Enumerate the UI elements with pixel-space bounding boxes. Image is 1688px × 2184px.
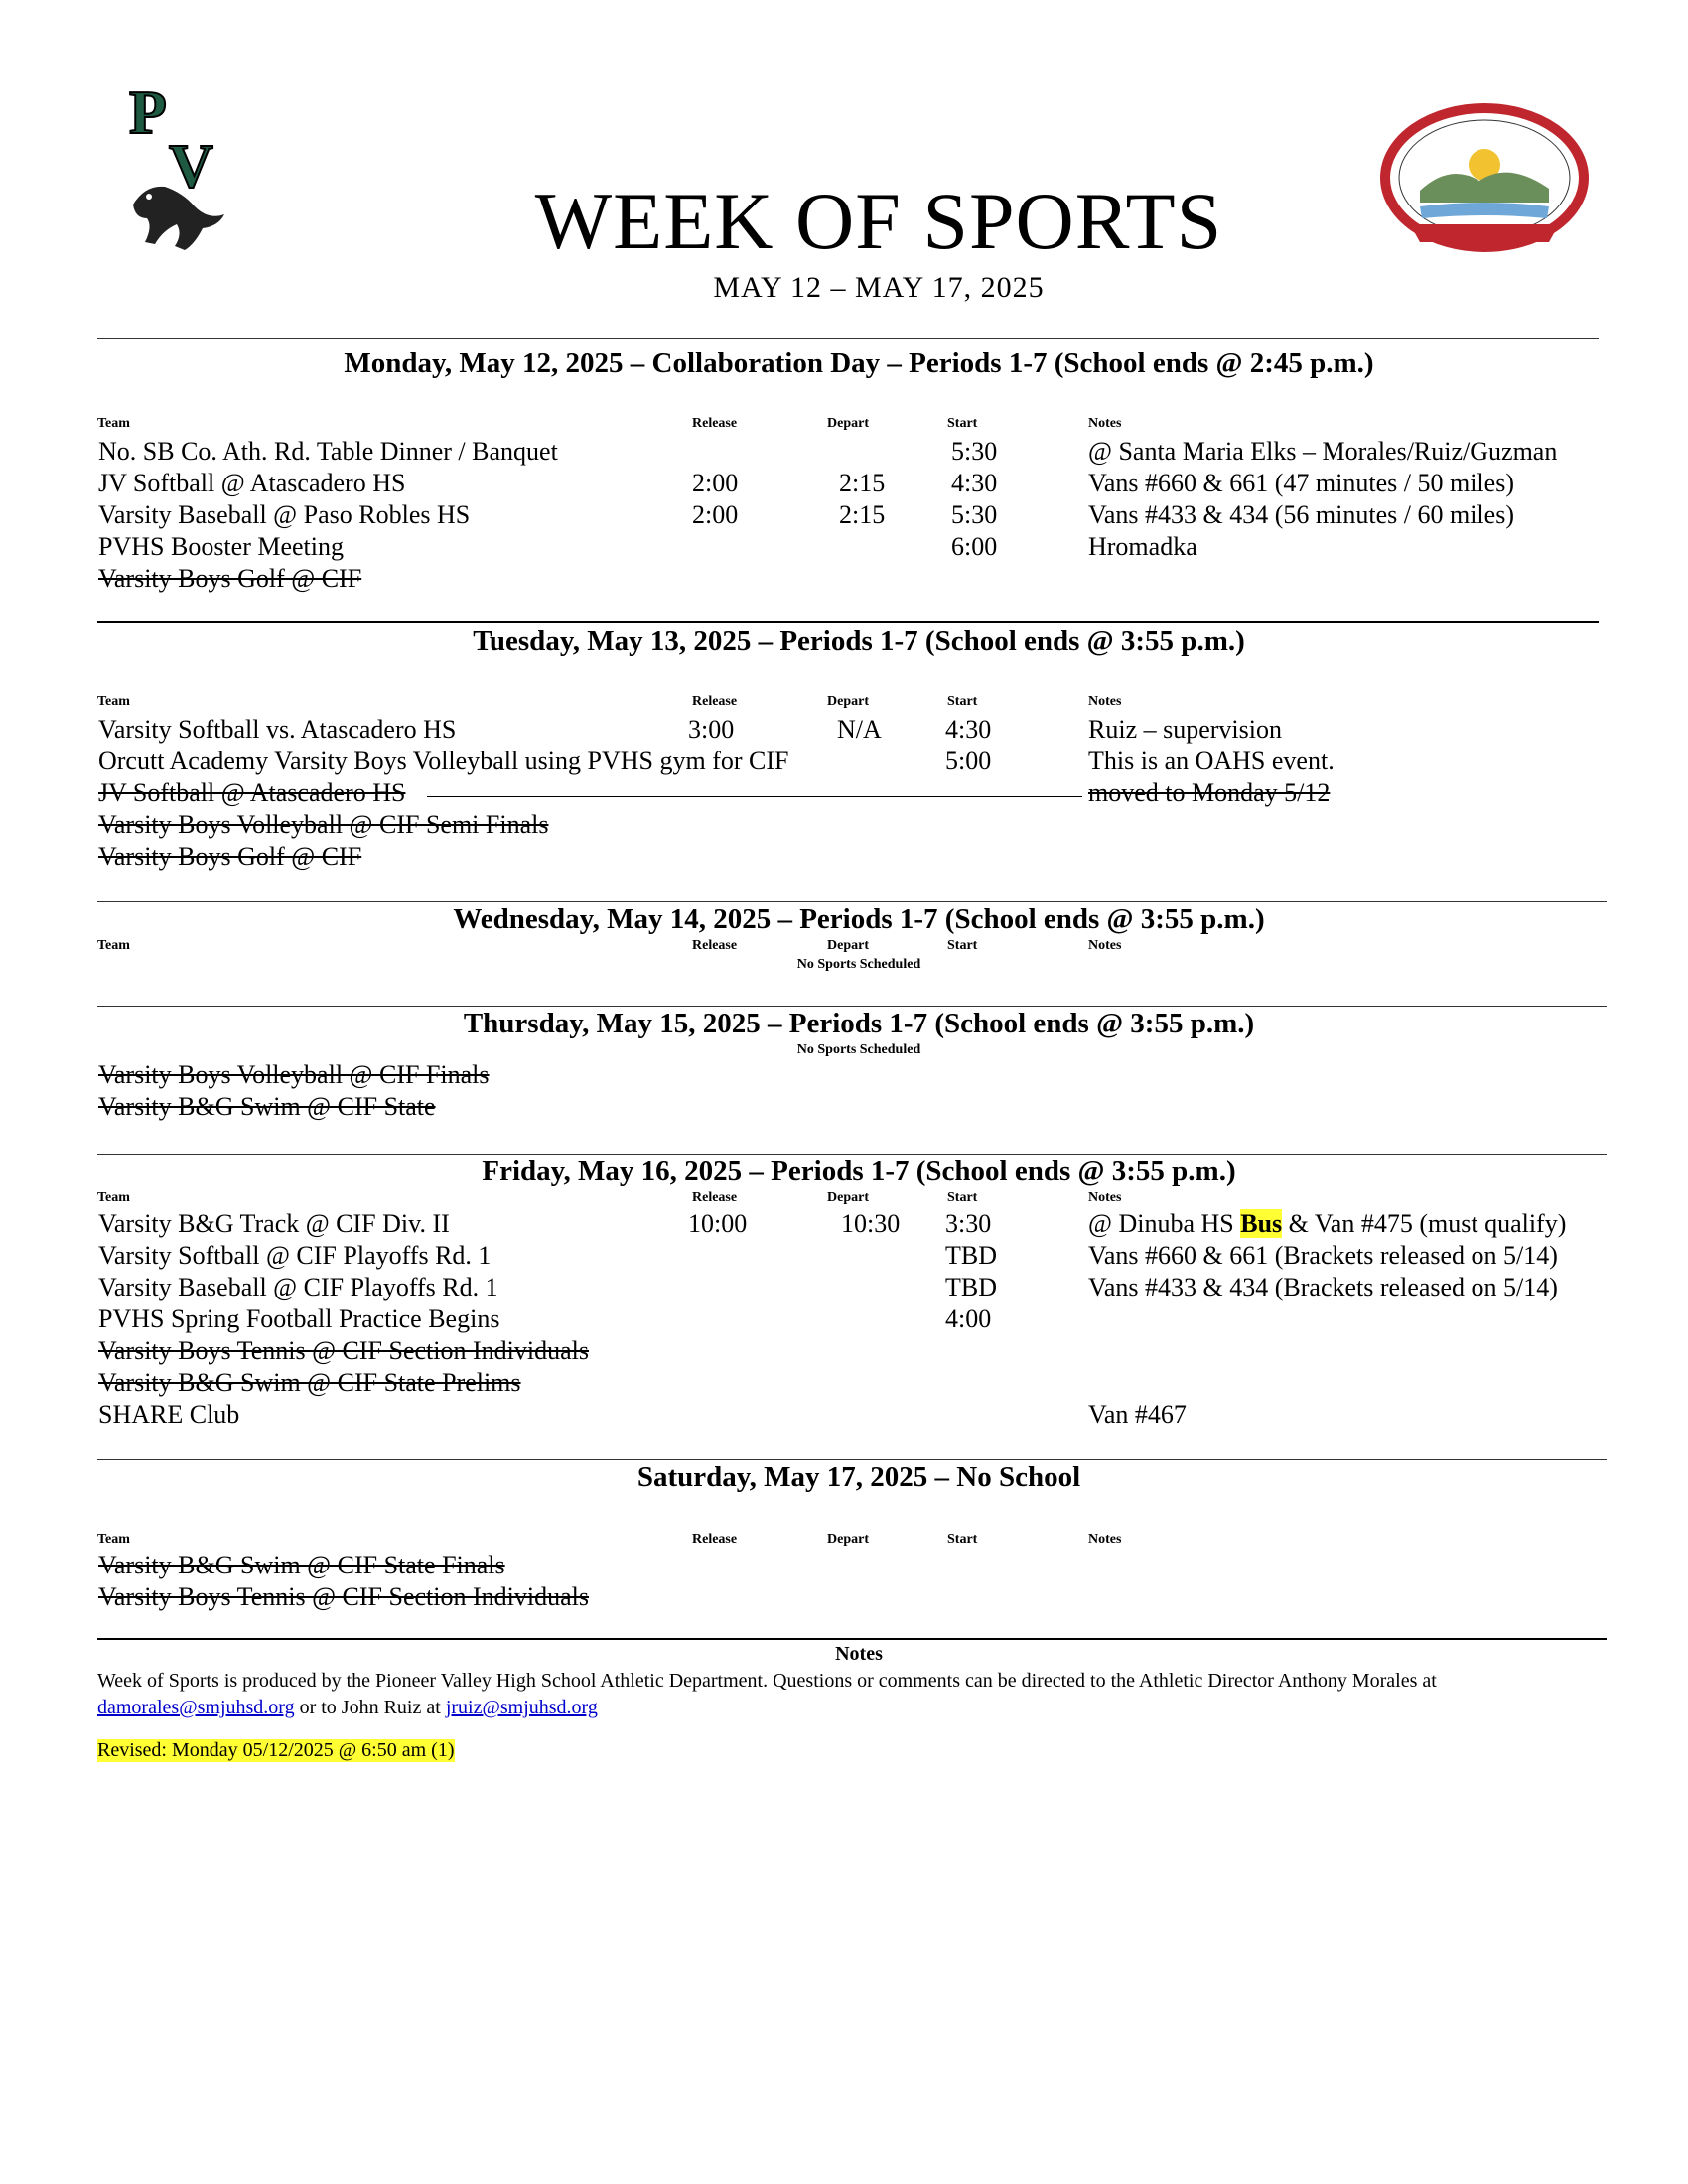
email-link-jruiz[interactable]: jruiz@smjuhsd.org	[445, 1697, 598, 1718]
col-release: Release	[692, 416, 738, 431]
notes: This is an OAHS event.	[1088, 747, 1335, 775]
notes: @ Santa Maria Elks – Morales/Ruiz/Guzman	[1088, 437, 1558, 466]
team: JV Softball @ Atascadero HS	[98, 469, 406, 497]
monday-heading: Monday, May 12, 2025 – Collaboration Day – Periods 1-7 (School ends @ 2:45 p.m.)	[344, 347, 1374, 379]
start: 5:00	[945, 747, 992, 775]
col-release: Release	[692, 694, 738, 709]
start: 3:30	[945, 1209, 992, 1238]
depart: 2:15	[839, 500, 886, 529]
date-range: MAY 12 – MAY 17, 2025	[713, 271, 1045, 304]
bus-highlight: Bus	[1240, 1209, 1283, 1238]
cancelled-team: Varsity B&G Swim @ CIF State Finals	[98, 1551, 505, 1579]
col-release: Release	[692, 1190, 738, 1205]
col-notes: Notes	[1088, 1190, 1122, 1205]
revised-stamp: Revised: Monday 05/12/2025 @ 6:50 am (1)	[97, 1739, 455, 1761]
start: 4:30	[945, 715, 992, 744]
divider	[97, 1154, 1607, 1155]
col-release: Release	[692, 1532, 738, 1547]
cancelled-team: Varsity B&G Swim @ CIF State	[98, 1092, 436, 1121]
release: 3:00	[688, 715, 735, 744]
col-start: Start	[947, 1190, 978, 1205]
team: Varsity Softball @ CIF Playoffs Rd. 1	[98, 1241, 492, 1270]
cancelled-team: Varsity Boys Golf @ CIF	[98, 564, 362, 593]
thursday-heading: Thursday, May 15, 2025 – Periods 1-7 (School ends @ 3:55 p.m.)	[463, 1008, 1255, 1039]
depart: 10:30	[841, 1209, 901, 1238]
notes: Van #467	[1088, 1400, 1187, 1429]
col-start: Start	[947, 416, 978, 431]
wednesday-heading: Wednesday, May 14, 2025 – Periods 1-7 (School ends @ 3:55 p.m.)	[453, 903, 1265, 935]
friday-heading: Friday, May 16, 2025 – Periods 1-7 (School ends @ 3:55 p.m.)	[482, 1156, 1236, 1187]
team: No. SB Co. Ath. Rd. Table Dinner / Banquet	[98, 437, 558, 466]
team: Varsity Softball vs. Atascadero HS	[98, 715, 457, 744]
notes-pre: @ Dinuba HS	[1088, 1209, 1241, 1238]
cancelled-team: Varsity Boys Volleyball @ CIF Semi Finals	[98, 810, 549, 839]
notes: moved to Monday 5/12	[1088, 778, 1331, 807]
divider	[97, 1006, 1607, 1007]
team: Varsity Baseball @ Paso Robles HS	[98, 500, 471, 529]
team: Orcutt Academy Varsity Boys Volleyball using PVHS gym for CIF	[98, 747, 789, 775]
start: TBD	[945, 1241, 997, 1270]
col-depart: Depart	[827, 1190, 869, 1205]
saturday-heading: Saturday, May 17, 2025 – No School	[636, 1461, 1081, 1493]
notes	[1088, 1211, 1566, 1237]
page-title: WEEK OF SPORTS	[534, 176, 1223, 266]
col-notes: Notes	[1088, 938, 1122, 953]
col-notes: Notes	[1088, 694, 1122, 709]
team: JV Softball @ Atascadero HS	[98, 778, 406, 807]
col-depart: Depart	[827, 1532, 869, 1547]
col-team: Team	[97, 1190, 130, 1205]
divider	[97, 901, 1607, 902]
col-notes: Notes	[1088, 1532, 1122, 1547]
svg-text:P: P	[129, 79, 167, 147]
release: 2:00	[692, 469, 739, 497]
col-start: Start	[947, 938, 978, 953]
team: PVHS Spring Football Practice Begins	[98, 1304, 500, 1333]
divider	[97, 1638, 1607, 1640]
col-team: Team	[97, 938, 130, 953]
col-depart: Depart	[827, 416, 869, 431]
depart: N/A	[837, 715, 882, 744]
notes: Vans #433 & 434 (56 minutes / 60 miles)	[1088, 500, 1514, 529]
col-team: Team	[97, 416, 130, 431]
cancelled-team: Varsity B&G Swim @ CIF State Prelims	[98, 1368, 521, 1397]
col-team: Team	[97, 694, 130, 709]
notes: Vans #660 & 661 (47 minutes / 50 miles)	[1088, 469, 1514, 497]
col-team: Team	[97, 1532, 130, 1547]
tuesday-heading: Tuesday, May 13, 2025 – Periods 1-7 (School ends @ 3:55 p.m.)	[473, 625, 1245, 657]
cancelled-team: Varsity Boys Volleyball @ CIF Finals	[98, 1060, 490, 1089]
svg-text:V: V	[169, 133, 213, 201]
divider	[97, 1459, 1607, 1460]
divider	[97, 338, 1599, 339]
notes: Vans #660 & 661 (Brackets released on 5/14)	[1088, 1241, 1558, 1270]
notes: Ruiz – supervision	[1088, 715, 1282, 744]
cancelled-team: Varsity Boys Tennis @ CIF Section Individuals	[98, 1336, 589, 1365]
col-release: Release	[692, 938, 738, 953]
start: TBD	[945, 1273, 997, 1301]
release: 2:00	[692, 500, 739, 529]
start: 5:30	[951, 500, 998, 529]
col-start: Start	[947, 694, 978, 709]
notes-text: Week of Sports is produced by the Pioneer Valley High School Athletic Department. Questions or comments can be directed to the Athletic Director Anthony Morales at	[97, 1670, 1437, 1692]
team: Varsity Baseball @ CIF Playoffs Rd. 1	[98, 1273, 498, 1301]
team: Varsity B&G Track @ CIF Div. II	[98, 1209, 450, 1238]
col-start: Start	[947, 1532, 978, 1547]
notes-title: Notes	[835, 1643, 883, 1665]
email-link-damorales[interactable]: damorales@smjuhsd.org	[97, 1697, 295, 1718]
start: 4:00	[945, 1304, 992, 1333]
notes: Hromadka	[1088, 532, 1197, 561]
cancelled-team: Varsity Boys Golf @ CIF	[98, 842, 362, 871]
start: 6:00	[951, 532, 998, 561]
notes-post: & Van #475 (must qualify)	[1282, 1209, 1567, 1238]
no-sports-label: No Sports Scheduled	[796, 1042, 921, 1057]
team: SHARE Club	[98, 1400, 240, 1429]
divider	[97, 621, 1599, 623]
col-depart: Depart	[827, 938, 869, 953]
notes: Vans #433 & 434 (Brackets released on 5/14)	[1088, 1273, 1558, 1301]
depart: 2:15	[839, 469, 886, 497]
notes-mid-text: or to John Ruiz at	[294, 1697, 446, 1718]
col-depart: Depart	[827, 694, 869, 709]
release: 10:00	[688, 1209, 748, 1238]
team: PVHS Booster Meeting	[98, 532, 344, 561]
col-notes: Notes	[1088, 416, 1122, 431]
start: 4:30	[951, 469, 998, 497]
strike-line	[427, 796, 1082, 797]
start: 5:30	[951, 437, 998, 466]
cancelled-team: Varsity Boys Tennis @ CIF Section Individuals	[98, 1582, 589, 1611]
no-sports-label: No Sports Scheduled	[796, 957, 921, 972]
notes-body	[97, 1668, 1607, 1721]
